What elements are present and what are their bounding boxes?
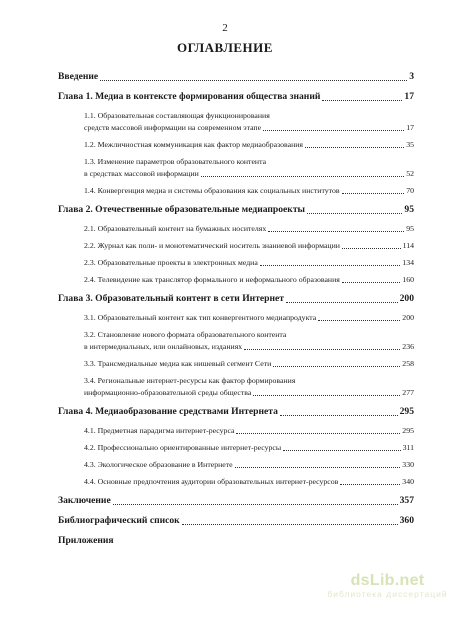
toc-entry-title-line: 1.1. Образовательная составляющая функционирования — [84, 111, 270, 120]
toc-entry-row — [58, 292, 414, 306]
toc-entry-title: 2.3. Образовательные проекты в электронных медиа — [84, 258, 258, 267]
toc-entry-row — [84, 185, 414, 197]
toc-entry-title: Заключение — [58, 495, 111, 506]
toc-chapter-entry — [58, 494, 414, 508]
toc-section-entry — [58, 312, 414, 324]
toc-page-number: 360 — [399, 515, 414, 526]
toc-dot-leader — [182, 523, 398, 525]
toc-section-entry — [58, 240, 414, 252]
toc-dot-leader — [113, 503, 398, 505]
toc-page-number: 277 — [402, 388, 414, 397]
toc-entry-row — [84, 476, 414, 488]
toc-entry-row — [84, 274, 414, 286]
toc-page-number: 295 — [402, 426, 414, 435]
toc-entry-title: 2.4. Телевидение как транслятор формального и неформального образования — [84, 275, 340, 284]
toc-entry-row — [84, 459, 414, 471]
toc-entry-row — [58, 494, 414, 508]
toc-page-number: 258 — [402, 359, 414, 368]
toc-entry-row — [58, 514, 414, 528]
toc-entry-title: в средствах массовой информации — [84, 169, 199, 178]
toc-dot-leader — [268, 230, 404, 232]
table-of-contents — [58, 70, 414, 554]
toc-entry-row — [58, 405, 414, 419]
toc-chapter-entry — [58, 534, 414, 548]
toc-dot-leader — [342, 281, 400, 283]
toc-entry-title: 4.3. Экологическое образование в Интернете — [84, 460, 233, 469]
toc-page-number: 200 — [399, 293, 414, 304]
toc-section-entry — [58, 425, 414, 437]
toc-dot-leader — [305, 146, 404, 148]
toc-entry-row — [84, 341, 414, 353]
toc-entry-title: Глава 3. Образовательный контент в сети Интернет — [58, 293, 285, 304]
toc-dot-leader — [100, 79, 407, 81]
toc-entry-row — [84, 168, 414, 180]
toc-page-number: 95 — [406, 224, 414, 233]
watermark-logo — [325, 572, 450, 599]
toc-section-entry — [58, 476, 414, 488]
toc-entry-row — [84, 442, 414, 454]
toc-dot-leader — [342, 247, 401, 249]
toc-section-entry — [58, 329, 414, 353]
toc-chapter-entry — [58, 90, 414, 104]
toc-dot-leader — [263, 129, 404, 131]
toc-entry-row — [84, 387, 414, 399]
toc-section-entry — [58, 156, 414, 180]
watermark-logo-text: dsLib.net — [350, 572, 425, 589]
toc-section-entry — [58, 442, 414, 454]
toc-page-number: 236 — [402, 342, 414, 351]
toc-entry-title: Глава 1. Медиа в контексте формирования общества знаний — [58, 91, 321, 102]
toc-page-number: 3 — [409, 71, 414, 82]
toc-entry-title: 1.2. Межличностная коммуникация как фактор медиаобразования — [84, 140, 304, 149]
toc-entry-title: в интермедиальных, или онлайновых, изданиях — [84, 342, 243, 351]
toc-section-entry — [58, 375, 414, 399]
toc-entry-title: 3.3. Трансмедиальные медиа как нишевый сегмент Сети — [84, 359, 272, 368]
toc-entry-title: 1.4. Конвергенция медиа и системы образования как социальных институтов — [84, 186, 340, 195]
toc-page-number: 200 — [402, 313, 414, 322]
toc-section-entry — [58, 358, 414, 370]
toc-section-entry — [58, 110, 414, 134]
toc-entry-title: Библиографический список — [58, 515, 180, 526]
toc-entry-row — [58, 534, 414, 548]
toc-dot-leader — [322, 99, 402, 101]
page-number: 2 — [222, 22, 228, 34]
toc-entry-row — [84, 223, 414, 235]
toc-entry-title-line: 3.2. Становление нового формата образовательного контента — [84, 330, 287, 339]
toc-page-number: 295 — [399, 406, 414, 417]
toc-page-number: 95 — [404, 204, 414, 215]
toc-page-number: 134 — [402, 258, 414, 267]
toc-dot-leader — [253, 394, 400, 396]
toc-section-entry — [58, 185, 414, 197]
toc-entry-title: 4.2. Профессионально ориентированные интернет-ресурсы — [84, 443, 282, 452]
toc-dot-leader — [244, 348, 400, 350]
toc-dot-leader — [307, 212, 402, 214]
toc-page-number: 340 — [402, 477, 414, 486]
toc-chapter-entry — [58, 203, 414, 217]
toc-page-number: 52 — [406, 169, 414, 178]
toc-entry-title: 3.1. Образовательный контент как тип конвергентного медиапродукта — [84, 313, 317, 322]
toc-entry-row — [84, 425, 414, 437]
toc-entry-row — [84, 139, 414, 151]
toc-section-entry — [58, 223, 414, 235]
toc-entry-row — [84, 358, 414, 370]
toc-entry-title: Глава 4. Медиаобразование средствами Интернета — [58, 406, 278, 417]
toc-dot-leader — [340, 483, 400, 485]
toc-entry-row — [84, 257, 414, 269]
toc-entry-title-line: 3.4. Региональные интернет-ресурсы как фактор формирования — [84, 376, 296, 385]
toc-page-number: 35 — [406, 140, 414, 149]
toc-page-number: 311 — [402, 443, 414, 452]
toc-dot-leader — [235, 466, 401, 468]
toc-entry-row — [84, 312, 414, 324]
toc-entry-row — [84, 122, 414, 134]
toc-chapter-entry — [58, 70, 414, 84]
toc-dot-leader — [286, 301, 398, 303]
toc-entry-row — [58, 90, 414, 104]
toc-entry-title: Введение — [58, 71, 99, 82]
toc-entry-title: Глава 2. Отечественные образовательные медиапроекты — [58, 204, 306, 215]
toc-dot-leader — [342, 192, 405, 194]
toc-page-number: 160 — [402, 275, 414, 284]
toc-entry-title: 4.1. Предметная парадигма интернет-ресурса — [84, 426, 235, 435]
toc-page-number: 17 — [404, 91, 414, 102]
toc-entry-title: средств массовой информации на современном этапе — [84, 123, 262, 132]
toc-entry-title: 2.1. Образовательный контент на бумажных носителях — [84, 224, 267, 233]
toc-dot-leader — [273, 365, 400, 367]
toc-chapter-entry — [58, 405, 414, 419]
page-title: ОГЛАВЛЕНИЕ — [177, 40, 273, 55]
toc-entry-row — [84, 240, 414, 252]
toc-section-entry — [58, 257, 414, 269]
toc-entry-title-line: 1.3. Изменение параметров образовательного контента — [84, 157, 267, 166]
toc-entry-row — [58, 203, 414, 217]
toc-dot-leader — [201, 175, 404, 177]
toc-section-entry — [58, 274, 414, 286]
toc-page-number: 114 — [402, 241, 414, 250]
toc-dot-leader — [280, 414, 398, 416]
toc-section-entry — [58, 459, 414, 471]
toc-chapter-entry — [58, 292, 414, 306]
toc-chapter-entry — [58, 514, 414, 528]
toc-dot-leader — [318, 319, 400, 321]
toc-dot-leader — [260, 264, 400, 266]
toc-dot-leader — [283, 449, 400, 451]
toc-page-number: 330 — [402, 460, 414, 469]
toc-entry-title: 2.2. Журнал как поли- и монотематический носитель знаниевой информации — [84, 241, 340, 250]
toc-page-number: 17 — [406, 123, 414, 132]
watermark-subtitle: библиотека диссертаций — [327, 589, 448, 599]
toc-entry-title: 4.4. Основные предпочтения аудитории образовательных интернет-ресурсов — [84, 477, 339, 486]
toc-entry-title: Приложения — [58, 535, 114, 546]
toc-section-entry — [58, 139, 414, 151]
toc-page-number: 70 — [406, 186, 414, 195]
toc-entry-row — [58, 70, 414, 84]
toc-entry-title: информационно-образовательной среды общества — [84, 388, 252, 397]
toc-dot-leader — [236, 432, 400, 434]
toc-page-number: 357 — [399, 495, 414, 506]
